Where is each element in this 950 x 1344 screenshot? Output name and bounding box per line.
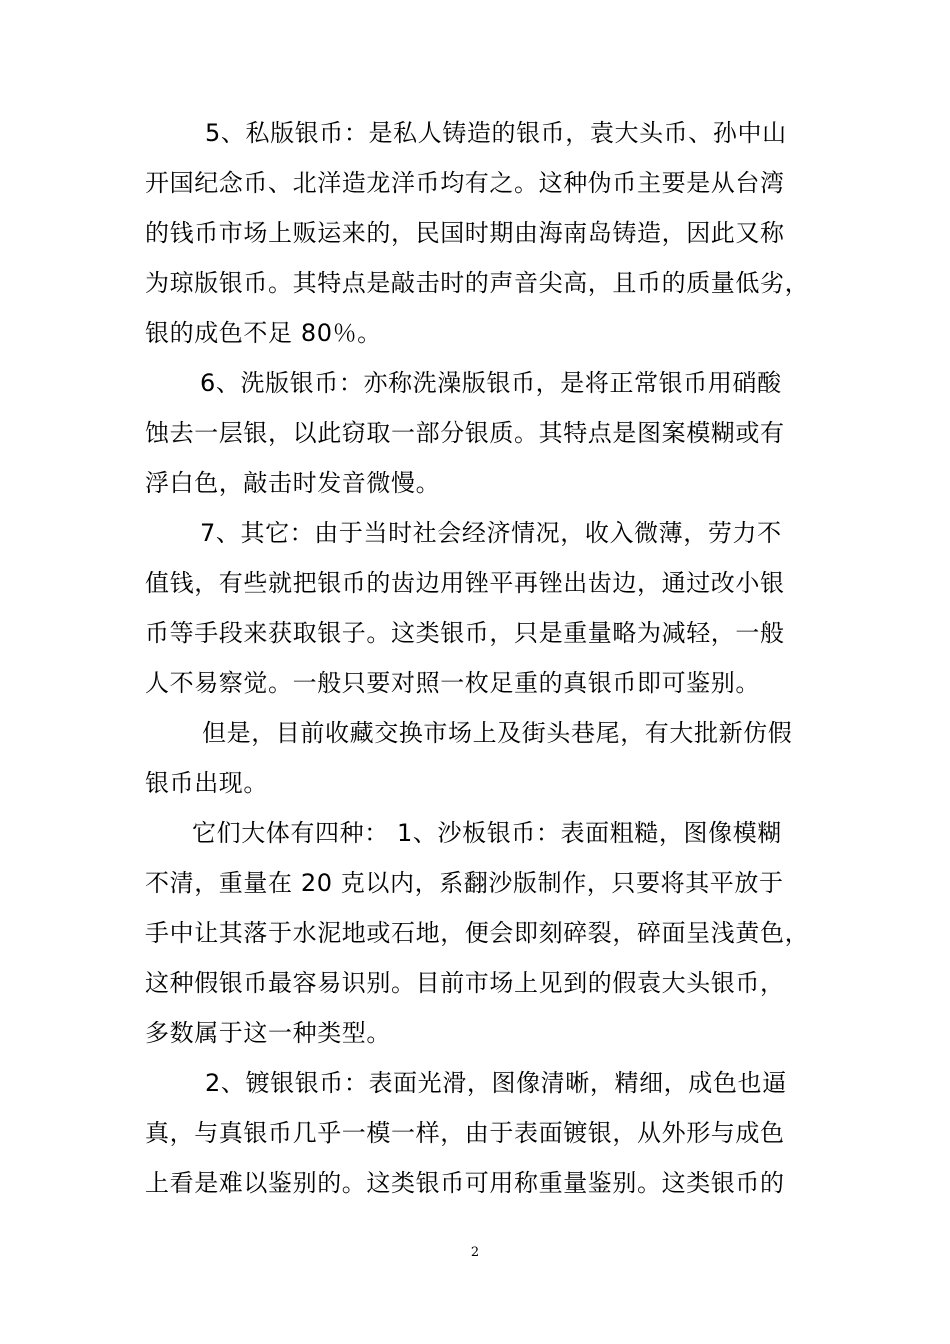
text-line: 开国纪念币、北洋造龙洋币均有之。这种伪币主要是从台湾 [145, 169, 785, 197]
text-line: 但是，目前收藏交换市场上及街头巷尾，有大批新仿假 [202, 719, 793, 747]
text-line: 不清，重量在 20 克以内，系翻沙版制作，只要将其平放于 [145, 869, 784, 897]
text-line: 它们大体有四种： 1、沙板银币：表面粗糙，图像模糊 [192, 819, 782, 847]
text-line: 值钱，有些就把银币的齿边用锉平再锉出齿边，通过改小银 [145, 569, 785, 597]
text-line: 银的成色不足 80％。 [145, 319, 382, 347]
text-line: 手中让其落于水泥地或石地，便会即刻碎裂，碎面呈浅黄色， [145, 919, 810, 947]
page-number: 2 [470, 1245, 480, 1260]
text-line: 这种假银币最容易识别。目前市场上见到的假袁大头银币， [145, 969, 785, 997]
text-line: 人不易察觉。一般只要对照一枚足重的真银币即可鉴别。 [145, 669, 760, 697]
text-line: 7、其它：由于当时社会经济情况，收入微薄，劳力不 [200, 519, 782, 547]
text-line: 真，与真银币几乎一模一样，由于表面镀银，从外形与成色 [145, 1119, 785, 1147]
text-line: 6、洗版银币：亦称洗澡版银币，是将正常银币用硝酸 [200, 369, 782, 397]
text-line: 5、私版银币：是私人铸造的银币，袁大头币、孙中山 [205, 119, 787, 147]
text-line: 多数属于这一种类型。 [145, 1019, 391, 1047]
text-line: 的钱币市场上贩运来的，民国时期由海南岛铸造，因此又称 [145, 219, 785, 247]
text-line: 浮白色，敲击时发音微慢。 [145, 469, 441, 497]
text-line: 为琼版银币。其特点是敲击时的声音尖高，且币的质量低劣， [145, 269, 810, 297]
text-line: 蚀去一层银，以此窃取一部分银质。其特点是图案模糊或有 [145, 419, 785, 447]
text-line: 币等手段来获取银子。这类银币，只是重量略为减轻，一般 [145, 619, 785, 647]
text-line: 上看是难以鉴别的。这类银币可用称重量鉴别。这类银币的 [145, 1169, 785, 1197]
text-line: 2、镀银银币：表面光滑，图像清晰，精细，成色也逼 [205, 1069, 787, 1097]
text-line: 银币出现。 [145, 769, 268, 797]
